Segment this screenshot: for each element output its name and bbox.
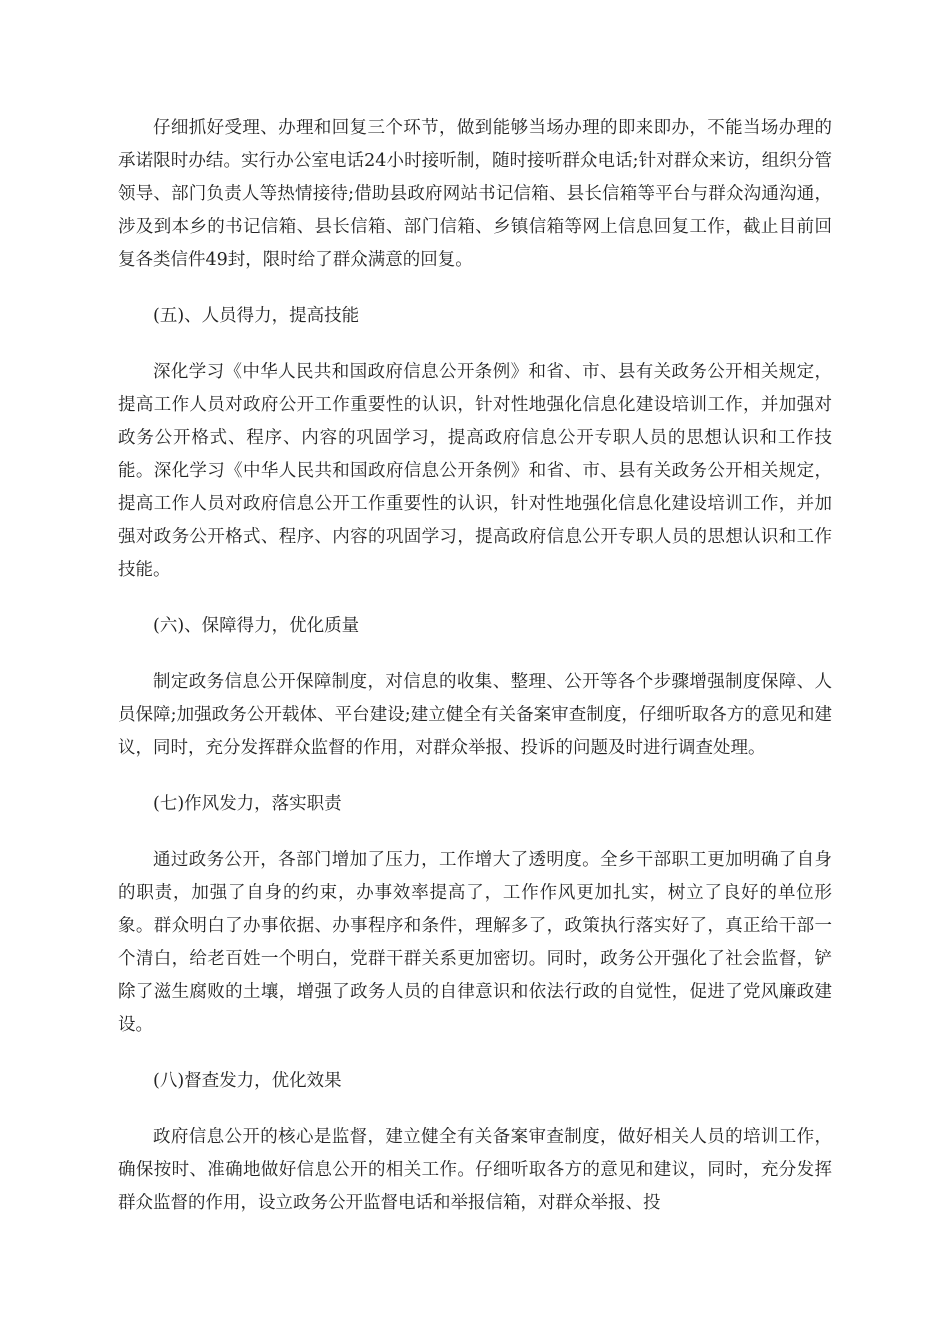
section-heading-7: (七)作风发力，落实职责 bbox=[153, 794, 342, 814]
section-heading-6: (六)、保障得力，优化质量 bbox=[153, 616, 360, 636]
section-heading-5: (五)、人员得力，提高技能 bbox=[153, 306, 360, 326]
document-body bbox=[118, 112, 832, 1243]
paragraph-staff-skills: 深化学习《中华人民共和国政府信息公开条例》和省、市、县有关政务公开相关规定，提高工作人员对政府公开工作重要性的认识，针对性地强化信息化建设培训工作，并加强对政务公开格式、程序、内容的巩固学习，提高政府信息公开专职人员的思想认识和工作技能。深化学习《中华人民共和国政府信息公开条例》和省、市、县有关政务公开相关规定，提高工作人员对政府信息公开工作重要性的认识，针对性地强化信息化建设培训工作，并加强对政务公开格式、程序、内容的巩固学习，提高政府信息公开专职人员的思想认识和工作技能。 bbox=[118, 362, 832, 580]
paragraph-guarantee-quality: 制定政务信息公开保障制度，对信息的收集、整理、公开等各个步骤增强制度保障、人员保障;加强政务公开载体、平台建设;建立健全有关备案审查制度，仔细听取各方的意见和建议，同时，充分发挥群众监督的作用，对群众举报、投诉的问题及时进行调查处理。 bbox=[118, 672, 832, 758]
paragraph-supervision: 政府信息公开的核心是监督，建立健全有关备案审查制度，做好相关人员的培训工作，确保按时、准确地做好信息公开的相关工作。仔细听取各方的意见和建议，同时，充分发挥群众监督的作用，设立政务公开监督电话和举报信箱，对群众举报、投 bbox=[118, 1127, 832, 1213]
paragraph-work-style: 通过政务公开，各部门增加了压力，工作增大了透明度。全乡干部职工更加明确了自身的职责，加强了自身的约束，办事效率提高了，工作作风更加扎实，树立了良好的单位形象。群众明白了办事依据、办事程序和条件，理解多了，政策执行落实好了，真正给干部一个清白，给老百姓一个明白，党群干群关系更加密切。同时，政务公开强化了社会监督，铲除了滋生腐败的土壤，增强了政务人员的自律意识和依法行政的自觉性，促进了党风廉政建设。 bbox=[118, 850, 832, 1035]
section-heading-8: (八)督查发力，优化效果 bbox=[153, 1071, 342, 1091]
paragraph-acceptance-handling: 仔细抓好受理、办理和回复三个环节，做到能够当场办理的即来即办，不能当场办理的承诺限时办结。实行办公室电话24小时接听制，随时接听群众电话;针对群众来访，组织分管领导、部门负责人等热情接待;借助县政府网站书记信箱、县长信箱等平台与群众沟通沟通，涉及到本乡的书记信箱、县长信箱、部门信箱、乡镇信箱等网上信息回复工作，截止目前回复各类信件49封，限时给了群众满意的回复。 bbox=[118, 118, 832, 270]
